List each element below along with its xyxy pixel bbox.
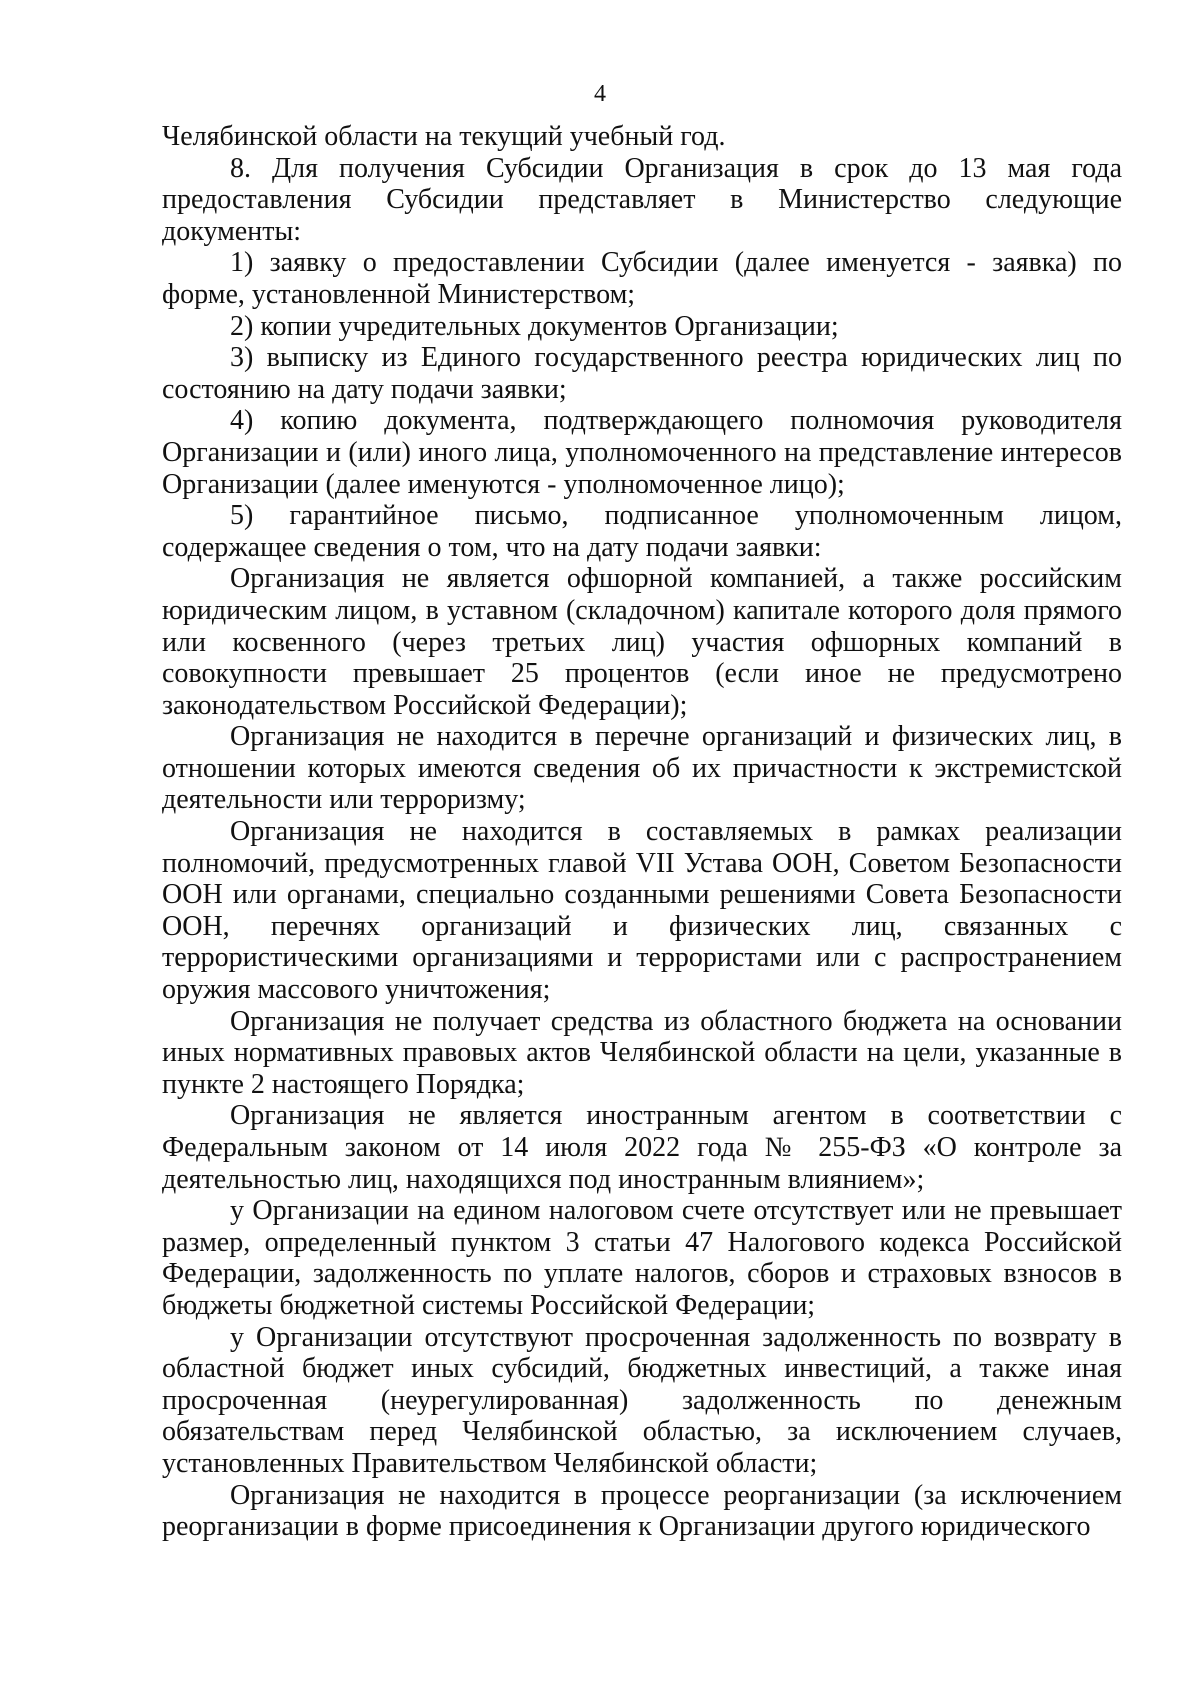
paragraph-subitem-5: 5) гарантийное письмо, подписанное уполномоченным лицом, содержащее сведения о том, что на дату подачи заявки: bbox=[162, 500, 1122, 563]
paragraph-reorganization: Организация не находится в процессе реорганизации (за исключением реорганизации в форме присоединения к Организации другого юридического bbox=[162, 1479, 1122, 1543]
paragraph-un-lists: Организация не находится в составляемых в рамках реализации полномочий, предусмотренных главой VII Устава ООН, Советом Безопасности ООН или органами, специально созданными решениями Совета Безопасности ООН, перечнях организаций и физических лиц, связанных с террористическими организациями и террористами или с распространением оружия массового уничтожения; bbox=[162, 816, 1122, 1006]
document-body bbox=[162, 121, 1122, 1543]
paragraph-offshore: Организация не является офшорной компанией, а также российским юридическим лицом, в уставном (складочном) капитале которого доля прямого или косвенного (через третьих лиц) участия офшорных компаний в совокупности превышает 25 процентов (если иное не предусмотрено законодательством Российской Федерации); bbox=[162, 563, 1122, 721]
paragraph-subitem-1: 1) заявку о предоставлении Субсидии (далее именуется - заявка) по форме, установленной Министерством; bbox=[162, 247, 1122, 310]
page-number: 4 bbox=[594, 81, 606, 107]
paragraph-foreign-agent: Организация не является иностранным агентом в соответствии с Федеральным законом от 14 июля 2022 года № 255-ФЗ «О контроле за деятельностью лиц, находящихся под иностранным влиянием»; bbox=[162, 1100, 1122, 1195]
paragraph-budget-funds: Организация не получает средства из областного бюджета на основании иных нормативных правовых актов Челябинской области на цели, указанные в пункте 2 настоящего Порядка; bbox=[162, 1005, 1122, 1100]
paragraph-overdue-debt: у Организации отсутствуют просроченная задолженность по возврату в областной бюджет иных субсидий, бюджетных инвестиций, а также иная просроченная (неурегулированная) задолженность по денежным обязательствам перед Челябинской областью, за исключением случаев, установленных Правительством Челябинской области; bbox=[162, 1321, 1122, 1479]
paragraph-subitem-2: 2) копии учредительных документов Организации; bbox=[230, 310, 839, 342]
paragraph-extremism: Организация не находится в перечне организаций и физических лиц, в отношении которых имеются сведения об их причастности к экстремистской деятельности или терроризму; bbox=[162, 721, 1122, 816]
paragraph-continuation: Челябинской области на текущий учебный год. bbox=[162, 121, 726, 152]
paragraph-item-8: 8. Для получения Субсидии Организация в срок до 13 мая года предоставления Субсидии представляет в Министерство следующие документы: bbox=[162, 152, 1122, 247]
paragraph-subitem-4: 4) копию документа, подтверждающего полномочия руководителя Организации и (или) иного лица, уполномоченного на представление интересов Организации (далее именуются - уполномоченное лицо); bbox=[162, 405, 1122, 500]
paragraph-subitem-3: 3) выписку из Единого государственного реестра юридических лиц по состоянию на дату подачи заявки; bbox=[162, 342, 1122, 405]
paragraph-tax-debt: у Организации на едином налоговом счете отсутствует или не превышает размер, определенный пунктом 3 статьи 47 Налогового кодекса Российской Федерации, задолженность по уплате налогов, сборов и страховых взносов в бюджеты бюджетной системы Российской Федерации; bbox=[162, 1195, 1122, 1321]
